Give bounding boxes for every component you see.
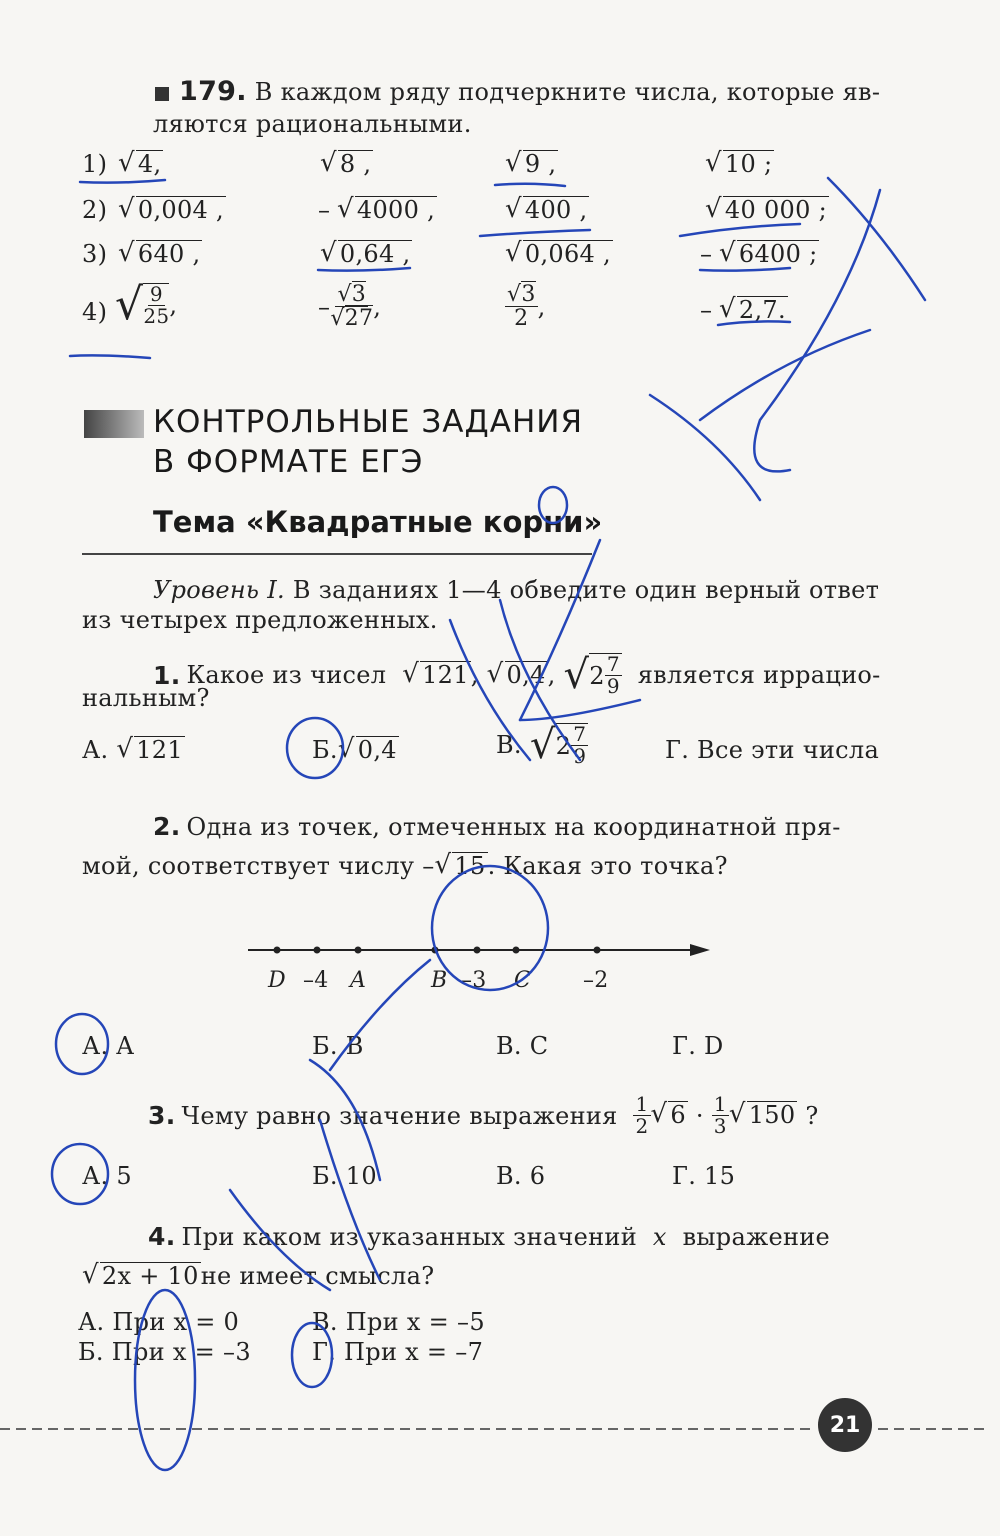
row2-item2: √ 4000 , [337, 194, 436, 224]
row4-label: 4) [82, 298, 108, 326]
axis-label-minus2: –2 [583, 968, 609, 993]
row2-item4: √ 40 000 ; [705, 194, 827, 224]
task-179-line2: ляются рациональными. [153, 110, 472, 138]
square-bullet-icon [155, 87, 169, 101]
q4-answer-c[interactable]: В. При x = –5 [312, 1308, 485, 1336]
q3-answer-b[interactable]: Б. 10 [312, 1162, 377, 1190]
row2-label: 2) [82, 196, 108, 224]
q1-answer-a[interactable]: А. √ 121 [82, 734, 183, 764]
q3-line: 3. Чему равно значение выражения $\frac{1}{2}$ √ 6 · $\frac{1}{3}$ √ 150 ? [148, 1092, 819, 1138]
q1-answer-d[interactable]: Г. Все эти числа [665, 736, 880, 764]
footer-dashed-line-left [0, 1428, 812, 1430]
row2-item1: √ 0,004 , [118, 194, 224, 224]
point-A [355, 947, 362, 954]
row4-item1: √ $\frac{9}{25}$ , [115, 279, 178, 330]
axis-label-minus3: –3 [461, 968, 487, 993]
row3-item1: √ 640 , [118, 238, 201, 268]
q2-answer-b[interactable]: Б. B [312, 1032, 364, 1060]
point-minus3 [474, 947, 481, 954]
section-title-line1: КОНТРОЛЬНЫЕ ЗАДАНИЯ [153, 404, 583, 440]
q4-answer-a[interactable]: А. При x = 0 [78, 1308, 240, 1336]
row1-item2: √ 8 , [320, 148, 372, 178]
q4-line1: 4. При каком из указанных значений x выражение [148, 1222, 831, 1251]
axis-label-D: D [268, 968, 286, 993]
row4-item2: – $\frac{√3}{√27}$ , [318, 282, 382, 332]
row4-item4: √ 2,7. [719, 294, 786, 324]
number-line [240, 935, 720, 965]
row2-minus: – [318, 196, 331, 224]
row1-label: 1) [82, 150, 108, 178]
task-179-line1: 179. В каждом ряду подчеркните числа, которые яв- [155, 76, 880, 107]
q4-answer-d[interactable]: Г. При x = –7 [312, 1338, 484, 1366]
q3-answer-d[interactable]: Г. 15 [672, 1162, 736, 1190]
q1-line2: нальным? [82, 684, 210, 712]
axis-label-A: A [350, 968, 367, 993]
row3-item3: √ 0,064 , [505, 238, 611, 268]
q3-answer-c[interactable]: В. 6 [496, 1162, 546, 1190]
q2-answer-d[interactable]: Г. D [672, 1032, 724, 1060]
point-C [513, 947, 520, 954]
q2-answer-a[interactable]: А. A [82, 1032, 134, 1060]
point-D [274, 947, 281, 954]
row2-item3: √ 400 , [505, 194, 588, 224]
q1-answer-b[interactable]: Б. √ 0,4 [312, 734, 397, 764]
q1-answer-c[interactable]: В. √ 2 $\frac{7}{9}$ [496, 722, 587, 768]
row3-item2: √ 0,64 , [320, 238, 411, 268]
row4-minus: – [700, 296, 713, 324]
level-line2: из четырех предложенных. [82, 606, 438, 634]
footer-dashed-line-right [878, 1428, 988, 1430]
row1-item3: √ 9 , [505, 148, 557, 178]
row1-item1: √ 4, [118, 148, 162, 178]
topic-title: Тема «Квадратные корни» [153, 505, 603, 539]
row3-item4: √ 6400 ; [719, 238, 818, 268]
section-bar-icon [84, 410, 144, 438]
row3-label: 3) [82, 240, 108, 268]
axis-label-C: C [514, 968, 532, 993]
level-line1: Уровень I. В заданиях 1—4 обведите один верный ответ [153, 576, 880, 604]
q4-answer-b[interactable]: Б. При x = –3 [78, 1338, 251, 1366]
q3-answer-a[interactable]: А. 5 [82, 1162, 132, 1190]
q1-line1: 1. Какое из чисел √ 121 , √ 0,4 , √ 2 $\frac{7}{9}$ является иррацио- [153, 652, 881, 698]
section-title-line2: В ФОРМАТЕ ЕГЭ [153, 444, 424, 480]
point-minus4 [314, 947, 321, 954]
page-number-badge: 21 [818, 1398, 872, 1452]
row4-item3: $\frac{√3}{2}$ , [507, 282, 546, 332]
q2-line1: 2. Одна из точек, отмеченных на координатной пря- [153, 812, 841, 841]
axis-label-minus4: –4 [303, 968, 329, 993]
point-minus2 [594, 947, 601, 954]
axis-label-B: B [431, 968, 448, 993]
q2-answer-c[interactable]: В. C [496, 1032, 549, 1060]
topic-divider [82, 553, 592, 555]
row3-minus: – [700, 240, 713, 268]
point-B [432, 947, 439, 954]
q4-line2: √ 2x + 10 не имеет смысла? [82, 1260, 435, 1290]
q2-line2: мой, соответствует числу – √ 15 . Какая это точка? [82, 850, 728, 880]
row1-item4: √ 10 ; [705, 148, 773, 178]
